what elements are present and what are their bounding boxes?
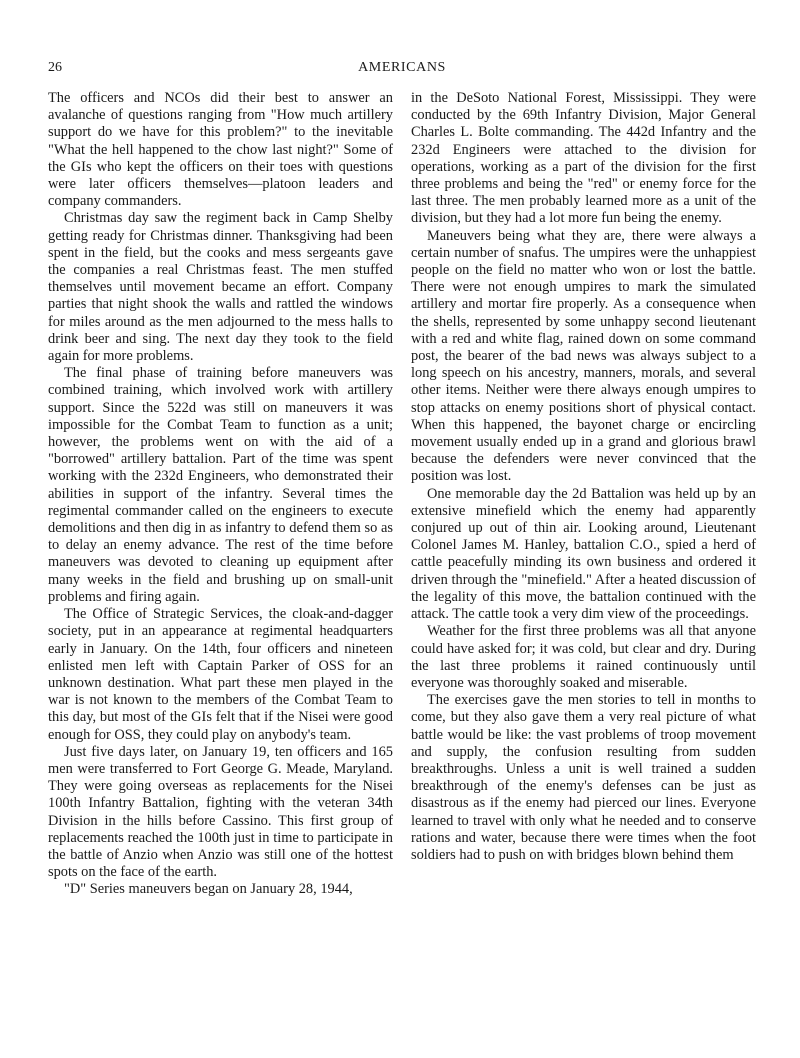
paragraph: Weather for the first three problems was all that anyone could have asked for; it was cold, but clear and dry. During the last three problems it rained continuously until everyone was thoroughly soaked and miserable. [411,623,756,691]
paragraph: The final phase of training before maneuvers was combined training, which involved work with artillery support. Since the 522d was still on maneuvers it was impossible for the Combat Team to function as a unit; however, the problems went on with the aid of a "borrowed" artillery battalion. Part of the time was spent working with the 232d Engineers, who demonstrated their abilities in support of the infantry. Several times the regimental commander called on the engineers to execute demolitions and then dig in as infantry to defend them so as to delay an enemy advance. The rest of the time before maneuvers was devoted to cleaning up equipment after many weeks in the field and brushing up on small-unit problems and firing again. [48,365,393,605]
paragraph: The officers and NCOs did their best to answer an avalanche of questions ranging from "How much artillery support do we have for this problem?" to the inevitable "What the hell happened to the chow last night?" Some of the GIs who kept the officers on their toes with questions were later officers themselves—platoon leaders and company commanders. [48,90,393,210]
right-column [411,90,756,864]
paragraph: Christmas day saw the regiment back in Camp Shelby getting ready for Christmas dinner. Thanksgiving had been spent in the field, but the cooks and mess sergeants gave the companies a real Christmas feast. The men stuffed themselves until movement became an effort. Company parties that night shook the walls and rattled the windows for miles around as the men adjourned to the mess halls to drink beer and sing. The next day they took to the field again for more problems. [48,210,393,365]
paragraph: The Office of Strategic Services, the cloak-and-dagger society, put in an appearance at regimental headquarters early in January. On the 14th, four officers and nineteen enlisted men left with Captain Parker of OSS for an unknown destination. What part these men played in the war is not known to the members of the Combat Team to this day, but most of the GIs felt that if the Nisei were good enough for OSS, they could play on anybody's team. [48,606,393,743]
page-header [48,60,756,80]
paragraph: Just five days later, on January 19, ten officers and 165 men were transferred to Fort George G. Meade, Maryland. They were going overseas as replacements for the Nisei 100th Infantry Battalion, fighting with the veteran 34th Division in the hills before Cassino. This first group of replacements reached the 100th just in time to participate in the battle of Anzio when Anzio was still one of the hottest spots on the face of the earth. [48,743,393,881]
paragraph: in the DeSoto National Forest, Mississippi. They were conducted by the 69th Infantry Division, Major General Charles L. Bolte commanding. The 442d Infantry and the 232d Engineers were attached to the division for operations, working as a part of the division for the first three problems and being the "red" or enemy force for the last three. The men probably learned more as a unit of the division, but they had a lot more fun being the enemy. [411,90,756,227]
running-head: AMERICANS [358,60,446,75]
paragraph: Maneuvers being what they are, there were always a certain number of snafus. The umpires were the unhappiest people on the field no matter who won or lost the battle. There were not enough umpires to mark the simulated artillery and mortar fire properly. As a consequence when the shells, represented by some unhappy second lieutenant with a red and white flag, rained down on some command post, the bearer of the bad news was always subject to a long speech on his ancestry, manners, morals, and several other items. Neither were there always enough umpires to stop attacks on enemy positions short of physical contact. When this happened, the bayonet charge or encircling movement usually ended up in a grand and glorious brawl because the defenders were never convinced that the position was lost. [411,227,756,485]
page-number: 26 [48,60,62,75]
paragraph: One memorable day the 2d Battalion was held up by an extensive minefield which the enemy had apparently conjured up out of thin air. Looking around, Lieutenant Colonel James M. Hanley, battalion C.O., spied a herd of cattle peacefully minding its own business and ordered it driven through the "minefield." After a heated discussion of the legality of this move, the battalion continued with the attack. The cattle took a very dim view of the proceedings. [411,485,756,623]
left-column [48,90,393,899]
paragraph: The exercises gave the men stories to tell in months to come, but they also gave them a very real picture of what battle would be like: the vast problems of troop movement and supply, the confusion resulting from sudden breakthroughs. Unless a unit is well trained a sudden breakthrough of the enemy's defenses can be just as disastrous as if the enemy had pierced our lines. Everyone learned to travel with only what he needed and to conserve rations and water, because there were times when the foot soldiers had to push on with bridges blown behind them [411,692,756,863]
paragraph: "D" Series maneuvers began on January 28, 1944, [64,881,353,898]
